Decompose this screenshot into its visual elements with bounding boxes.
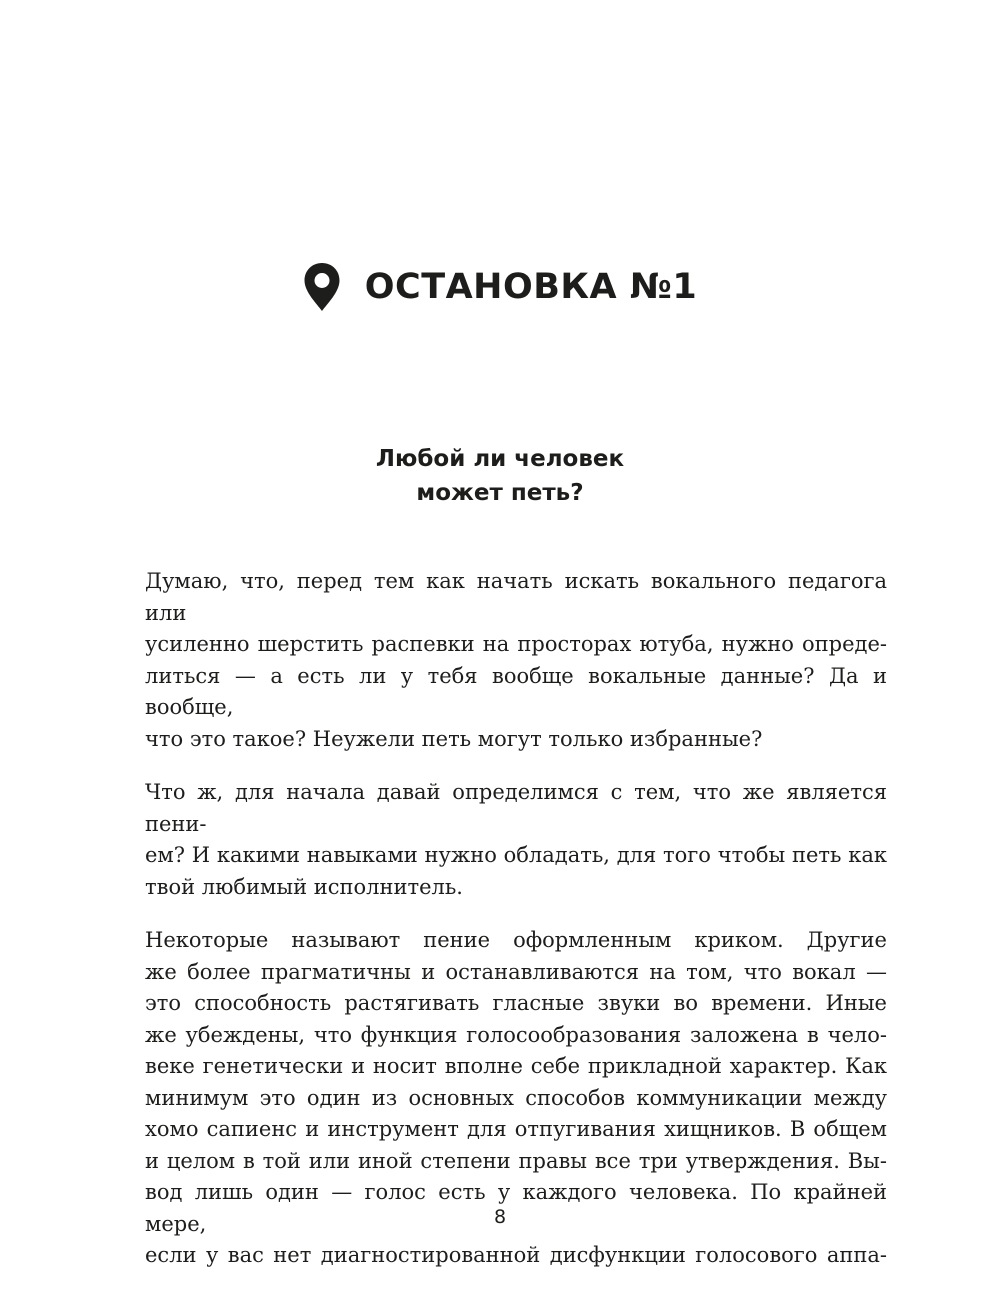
text-line: вод лишь один — голос есть у каждого человека. По крайней мере, <box>145 1180 887 1236</box>
subtitle-line: может петь? <box>416 480 584 506</box>
text-line: усиленно шерстить распевки на просторах ютуба, нужно опреде- <box>145 632 887 656</box>
text-line: литься — а есть ли у тебя вообще вокальные данные? Да и вообще, <box>145 663 887 719</box>
text-line: веке генетически и носит вполне себе прикладной характер. Как <box>145 1054 887 1078</box>
text-line: же убеждены, что функция голосообразования заложена в чело- <box>145 1022 887 1047</box>
paragraph-1 <box>145 566 887 755</box>
text-line: минимум это один из основных способов коммуникации между <box>145 1085 887 1110</box>
text-line: это способность растягивать гласные звуки во времени. Иные <box>145 991 887 1015</box>
text-line: и целом в той или иной степени правы все три утверждения. Вы- <box>145 1148 887 1173</box>
text-line: же более прагматичны и останавливаются на том, что вокал — <box>145 959 887 984</box>
text-line: Думаю, что, перед тем как начать искать вокального педагога или <box>145 569 887 625</box>
text-line: хомо сапиенс и инструмент для отпугивания хищников. В общем <box>145 1117 887 1141</box>
chapter-title: ОСТАНОВКА №1 <box>364 266 698 307</box>
text-line: ем? И какими навыками нужно обладать, для того чтобы петь как <box>145 843 887 867</box>
text-line: Некоторые называют пение оформленным криком. Другие <box>145 928 887 952</box>
map-pin-icon <box>303 262 341 312</box>
chapter-heading <box>0 262 1000 312</box>
text-line: твой любимый исполнитель. <box>145 874 463 899</box>
subtitle-line: Любой ли человек <box>375 446 625 472</box>
page-number: 8 <box>493 1206 507 1228</box>
text-line: Что ж, для начала давай определимся с тем, что же является пени- <box>145 780 887 836</box>
section-subtitle <box>0 442 1000 510</box>
paragraph-2 <box>145 777 887 903</box>
body-text <box>145 566 887 1294</box>
text-line: если у вас нет диагностированной дисфункции голосового аппа- <box>145 1243 887 1267</box>
text-line: что это такое? Неужели петь могут только избранные? <box>145 726 763 751</box>
